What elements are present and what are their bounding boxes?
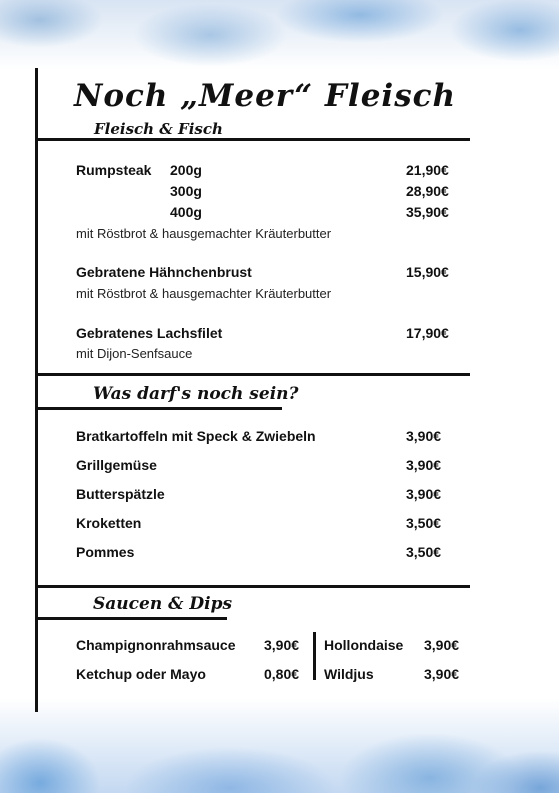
chicken-name: Gebratene Hähnchenbrust [76,264,252,280]
rumpsteak-price-200: 21,90€ [406,162,449,178]
sauce-name: Hollondaise [324,637,404,653]
side-item-price: 3,90€ [406,486,442,502]
rumpsteak-size-400: 400g [170,204,202,220]
side-item-name: Kroketten [76,515,142,531]
divider-top [37,138,470,141]
rumpsteak-name: Rumpsteak [76,162,152,178]
menu-title: Noch „Meer“ Fleisch [74,78,457,114]
left-vertical-rule [35,68,38,712]
divider-sauces-heading [37,617,227,620]
sauce-name: Ketchup oder Mayo [76,666,206,682]
side-item-price: 3,90€ [406,428,442,444]
divider-sauces-top [37,585,470,588]
side-item-name: Bratkartoffeln mit Speck & Zwiebeln [76,428,316,444]
divider-sides-heading [37,407,282,410]
sauces-heading: Saucen & Dips [93,594,233,614]
chicken-description: mit Röstbrot & hausgemachter Kräuterbutter [76,286,332,301]
rumpsteak-size-300: 300g [170,183,202,199]
rumpsteak-description: mit Röstbrot & hausgemachter Kräuterbutter [76,226,332,241]
divider-sides-top [37,373,470,376]
side-item-name: Pommes [76,544,135,560]
side-item-price: 3,90€ [406,457,442,473]
side-item-price: 3,50€ [406,515,442,531]
rumpsteak-size-200: 200g [170,162,202,178]
sides-heading: Was darf's noch sein? [93,384,299,404]
rumpsteak-price-300: 28,90€ [406,183,449,199]
side-item-name: Grillgemüse [76,457,157,473]
sauce-price: 3,90€ [424,666,460,682]
sky-background-bottom [0,698,559,793]
side-item-price: 3,50€ [406,544,442,560]
section-subtitle-meat-fish: Fleisch & Fisch [94,120,223,138]
sauce-price: 3,90€ [424,637,460,653]
sauce-name: Champignonrahmsauce [76,637,236,653]
salmon-price: 17,90€ [406,325,449,341]
sauce-price: 3,90€ [264,637,300,653]
sauce-column-separator [313,632,316,680]
rumpsteak-price-400: 35,90€ [406,204,449,220]
sauce-name: Wildjus [324,666,374,682]
side-item-name: Butterspätzle [76,486,165,502]
salmon-name: Gebratenes Lachsfilet [76,325,223,341]
salmon-description: mit Dijon-Senfsauce [76,346,193,361]
sky-background-top [0,0,559,70]
sauce-price: 0,80€ [264,666,300,682]
chicken-price: 15,90€ [406,264,449,280]
